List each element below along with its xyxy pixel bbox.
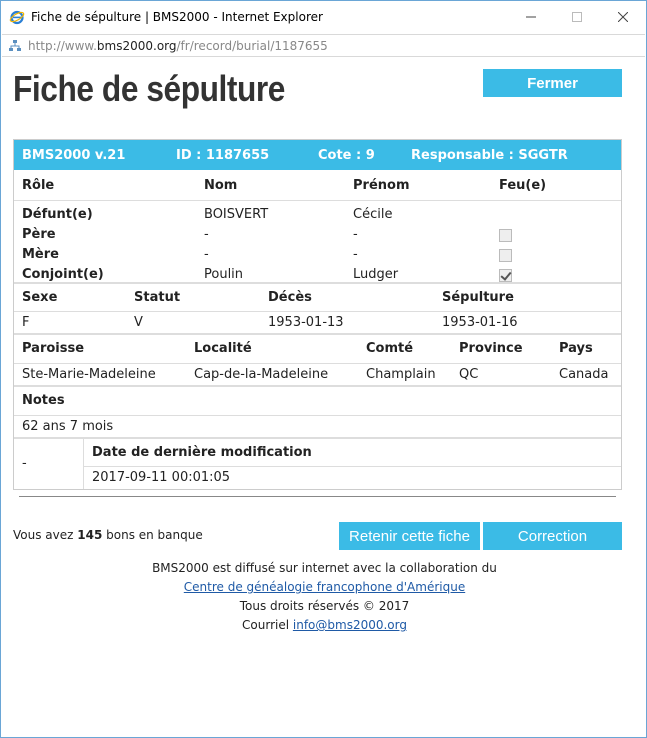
sepulture-value: 1953-01-16: [442, 315, 518, 330]
role-label: Mère: [22, 247, 59, 262]
deces-header: Décès: [268, 290, 312, 305]
deces-value: 1953-01-13: [268, 315, 344, 330]
cote-label: Cote : 9: [318, 148, 375, 163]
internet-explorer-icon: [9, 9, 25, 25]
vitals-header-row: [14, 282, 621, 311]
maximize-button[interactable]: [554, 1, 600, 33]
modification-right-cell: [84, 439, 621, 489]
role-row-mere: [14, 244, 621, 264]
footer-line-collaboration: BMS2000 est diffusé sur internet avec la collaboration du: [152, 561, 497, 575]
page-content: [2, 58, 645, 736]
feu-checkbox: [499, 229, 512, 242]
footer-copyright: Tous droits réservés © 2017: [239, 599, 410, 613]
role-row-conjoint: [14, 264, 621, 284]
role-label: Père: [22, 227, 56, 242]
nom-value: Poulin: [204, 267, 244, 282]
notes-label: Notes: [22, 393, 65, 408]
url-domain: bms2000.org: [96, 38, 177, 53]
address-url[interactable]: [28, 39, 328, 53]
pays-header: Pays: [559, 341, 593, 356]
modification-label: Date de dernière modification: [92, 445, 312, 460]
nom-value: -: [204, 227, 209, 242]
modification-left-value: -: [22, 456, 27, 471]
record-header: [14, 140, 621, 170]
close-button[interactable]: Fermer: [483, 69, 622, 97]
close-icon: [618, 12, 628, 22]
location-values-row: [14, 363, 621, 385]
paroisse-value: Ste-Marie-Madeleine: [22, 367, 156, 382]
notes-value-row: [14, 415, 621, 437]
footer-line-link: [2, 580, 647, 594]
footer-email-line: [2, 618, 647, 632]
cgfa-link[interactable]: Centre de généalogie francophone d'Amérique: [183, 580, 466, 594]
bons-balance: [13, 528, 203, 542]
close-window-button[interactable]: [600, 1, 646, 33]
localite-header: Localité: [194, 341, 252, 356]
role-header: Rôle: [22, 178, 55, 193]
sexe-value: F: [22, 315, 30, 330]
burial-record-card: [13, 139, 622, 490]
prenom-value: Ludger: [353, 267, 399, 282]
minimize-icon: [526, 12, 536, 22]
nom-value: -: [204, 247, 209, 262]
role-label: Conjoint(e): [22, 267, 104, 282]
modification-left-cell: [14, 439, 84, 489]
notes-header-row: [14, 385, 621, 415]
modification-label-row: [84, 439, 621, 467]
nom-header: Nom: [204, 178, 238, 193]
location-header-row: [14, 333, 621, 363]
modification-section: [14, 437, 621, 489]
province-header: Province: [459, 341, 523, 356]
divider: [19, 496, 616, 497]
record-id: ID : 1187655: [176, 148, 270, 163]
prenom-value: -: [353, 227, 358, 242]
roles-header-row: [14, 170, 621, 200]
email-link[interactable]: info@bms2000.org: [292, 618, 407, 632]
bons-count: 145: [77, 528, 103, 542]
modification-date: 2017-09-11 00:01:05: [92, 470, 231, 485]
prenom-value: -: [353, 247, 358, 262]
responsable-label: Responsable : SGGTR: [411, 148, 568, 163]
modification-value-row: [84, 467, 621, 489]
window-title: Fiche de sépulture | BMS2000 - Internet Explorer: [31, 10, 323, 24]
url-path: /fr/record/burial/1187655: [176, 38, 328, 53]
prenom-header: Prénom: [353, 178, 410, 193]
bons-suffix: bons en banque: [102, 528, 203, 542]
bons-prefix: Vous avez: [13, 528, 78, 542]
correction-button[interactable]: Correction: [483, 522, 622, 550]
comte-header: Comté: [366, 341, 414, 356]
address-bar[interactable]: [2, 34, 645, 57]
feu-checkbox: [499, 249, 512, 262]
sepulture-header: Sépulture: [442, 290, 514, 305]
role-label: Défunt(e): [22, 207, 93, 222]
notes-value: 62 ans 7 mois: [22, 419, 114, 434]
statut-value: V: [134, 315, 143, 330]
comte-value: Champlain: [366, 367, 436, 382]
roles-body: [14, 200, 621, 282]
feu-checkbox-checked: [499, 269, 512, 282]
vitals-values-row: [14, 311, 621, 333]
version-label: BMS2000 v.21: [22, 148, 126, 163]
sexe-header: Sexe: [22, 290, 58, 305]
province-value: QC: [459, 367, 479, 382]
prenom-value: Cécile: [353, 207, 393, 222]
page-title: Fiche de sépulture: [13, 68, 285, 109]
role-row-pere: [14, 224, 621, 244]
paroisse-header: Paroisse: [22, 341, 85, 356]
retain-record-button[interactable]: Retenir cette fiche: [339, 522, 480, 550]
statut-header: Statut: [134, 290, 181, 305]
minimize-button[interactable]: [508, 1, 554, 33]
pays-value: Canada: [559, 367, 609, 382]
courriel-label: Courriel: [242, 618, 293, 632]
nom-value: BOISVERT: [204, 207, 269, 222]
title-bar: [1, 1, 646, 33]
feu-header: Feu(e): [499, 178, 547, 193]
url-prefix: http://www.: [28, 38, 97, 53]
site-tree-icon: [8, 39, 22, 53]
maximize-icon: [572, 12, 582, 22]
localite-value: Cap-de-la-Madeleine: [194, 367, 329, 382]
role-row-defunt: [14, 204, 621, 224]
